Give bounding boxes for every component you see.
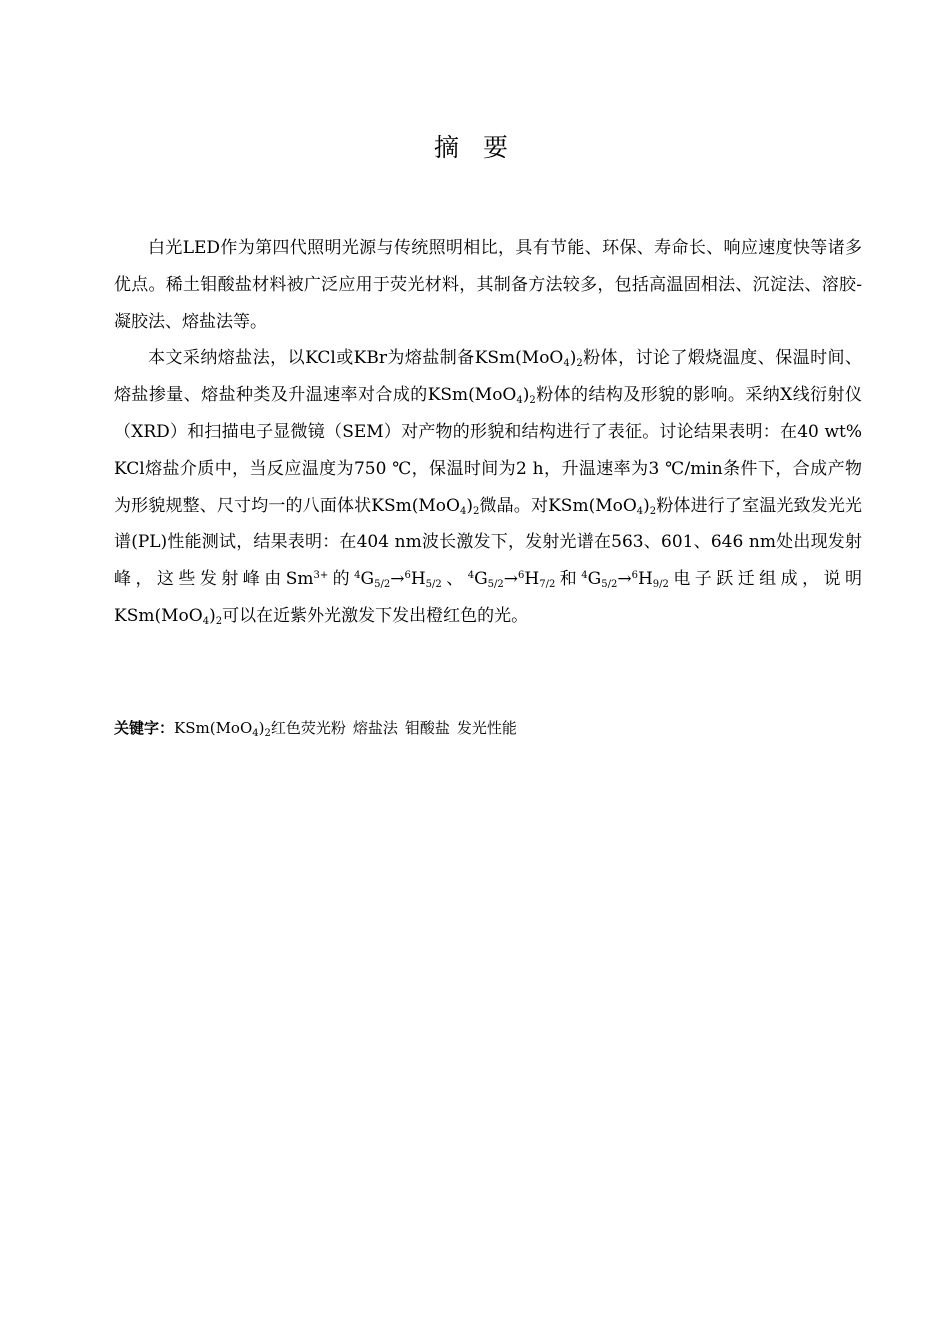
subscript: 2 — [649, 505, 657, 517]
text-run: H — [410, 569, 426, 590]
subscript: 2 — [472, 505, 480, 517]
keywords-label: 关键字： — [114, 719, 175, 737]
keyword-item: 熔盐法 — [352, 719, 398, 737]
subscript: 7/2 — [539, 579, 556, 591]
subscript: 4 — [459, 505, 467, 517]
keyword-item: 发光性能 — [456, 719, 517, 737]
abstract-body — [114, 230, 862, 635]
subscript: 5/2 — [487, 579, 504, 591]
text-run: 本文采纳熔盐法，以KCl或KBr为熔盐制备KSm(MoO — [148, 348, 564, 369]
subscript: 5/2 — [425, 579, 442, 591]
abstract-paragraph-1: 白光LED作为第四代照明光源与传统照明相比，具有节能、环保、寿命长、响应速度快等诸多优点。稀土钼酸盐材料被广泛应用于荧光材料，其制备方法较多，包括高温固相法、沉淀法、溶胶-凝胶法、熔盐法等。 — [114, 238, 862, 332]
superscript: 6 — [631, 570, 638, 582]
text-run: 、 — [441, 569, 468, 590]
superscript: 6 — [404, 570, 411, 582]
subscript: 4 — [636, 505, 644, 517]
abstract-paragraph-2 — [114, 340, 862, 634]
subscript: 2 — [264, 728, 271, 739]
text-run: 微晶。对KSm(MoO — [479, 495, 637, 516]
text-run: G — [360, 569, 375, 590]
text-run: ) — [466, 495, 473, 516]
text-run: H — [637, 569, 653, 590]
page-title: 摘 要 — [434, 133, 516, 162]
keyword-text: KSm(MoO — [174, 719, 253, 737]
subscript: 2 — [529, 395, 536, 407]
text-run: H — [524, 569, 540, 590]
text-run: 和 — [555, 569, 582, 590]
keyword-item: 钼酸盐 — [404, 719, 450, 737]
text-run: → — [390, 569, 405, 590]
text-run: 电子跃迁组成，说明KSm(MoO — [114, 569, 863, 626]
subscript: 4 — [252, 728, 259, 739]
keyword-item: 红色荧光粉 — [270, 719, 346, 737]
subscript: 4 — [516, 395, 523, 407]
keywords-line — [114, 716, 862, 740]
superscript: 4 — [354, 570, 361, 582]
subscript: 4 — [202, 615, 210, 627]
text-run: 粉体进行了室温光致发光光谱(PL)性能测试，结果表明：在404 nm波长激发下，发射光谱在563、601、646 nm处出现发射峰，这些发射峰由Sm — [114, 495, 862, 590]
text-run: ) — [643, 495, 650, 516]
text-run: 可以在近紫外光激发下发出橙红色的光。 — [222, 605, 529, 626]
superscript: 4 — [467, 570, 475, 582]
text-run: G — [474, 569, 488, 590]
text-run: ) — [522, 385, 530, 406]
subscript: 2 — [576, 358, 583, 370]
text-run: 的 — [328, 569, 355, 590]
subscript: 5/2 — [374, 579, 391, 591]
superscript: 6 — [518, 570, 525, 582]
text-run: → — [503, 569, 519, 590]
superscript: 3+ — [313, 570, 329, 582]
subscript: 5/2 — [601, 579, 618, 591]
text-run: 粉体，讨论了煅烧温度、保温时间、熔盐掺量、熔盐种类及升温速率对合成的KSm(MoO — [114, 348, 862, 406]
subscript: 4 — [563, 358, 570, 370]
text-run: G — [587, 569, 602, 590]
text-run: ) — [209, 605, 216, 626]
superscript: 4 — [581, 570, 588, 582]
subscript: 9/2 — [652, 579, 669, 591]
subscript: 2 — [215, 615, 223, 627]
keyword-text: ) — [258, 719, 265, 737]
text-run: → — [617, 569, 632, 590]
text-run: ) — [569, 348, 577, 369]
text-run: 粉体的结构及形貌的影响。采纳X线衍射仪（XRD）和扫描电子显微镜（SEM）对产物的形貌和结构进行了表征。讨论结果表明：在40 wt% KCl熔盐介质中，当反应温度为750 ℃，保温时间为2 h，升温速率为3 ℃/min条件下，合成产物为形貌规整、尺寸均一的八面体状KSm(MoO — [114, 385, 862, 516]
